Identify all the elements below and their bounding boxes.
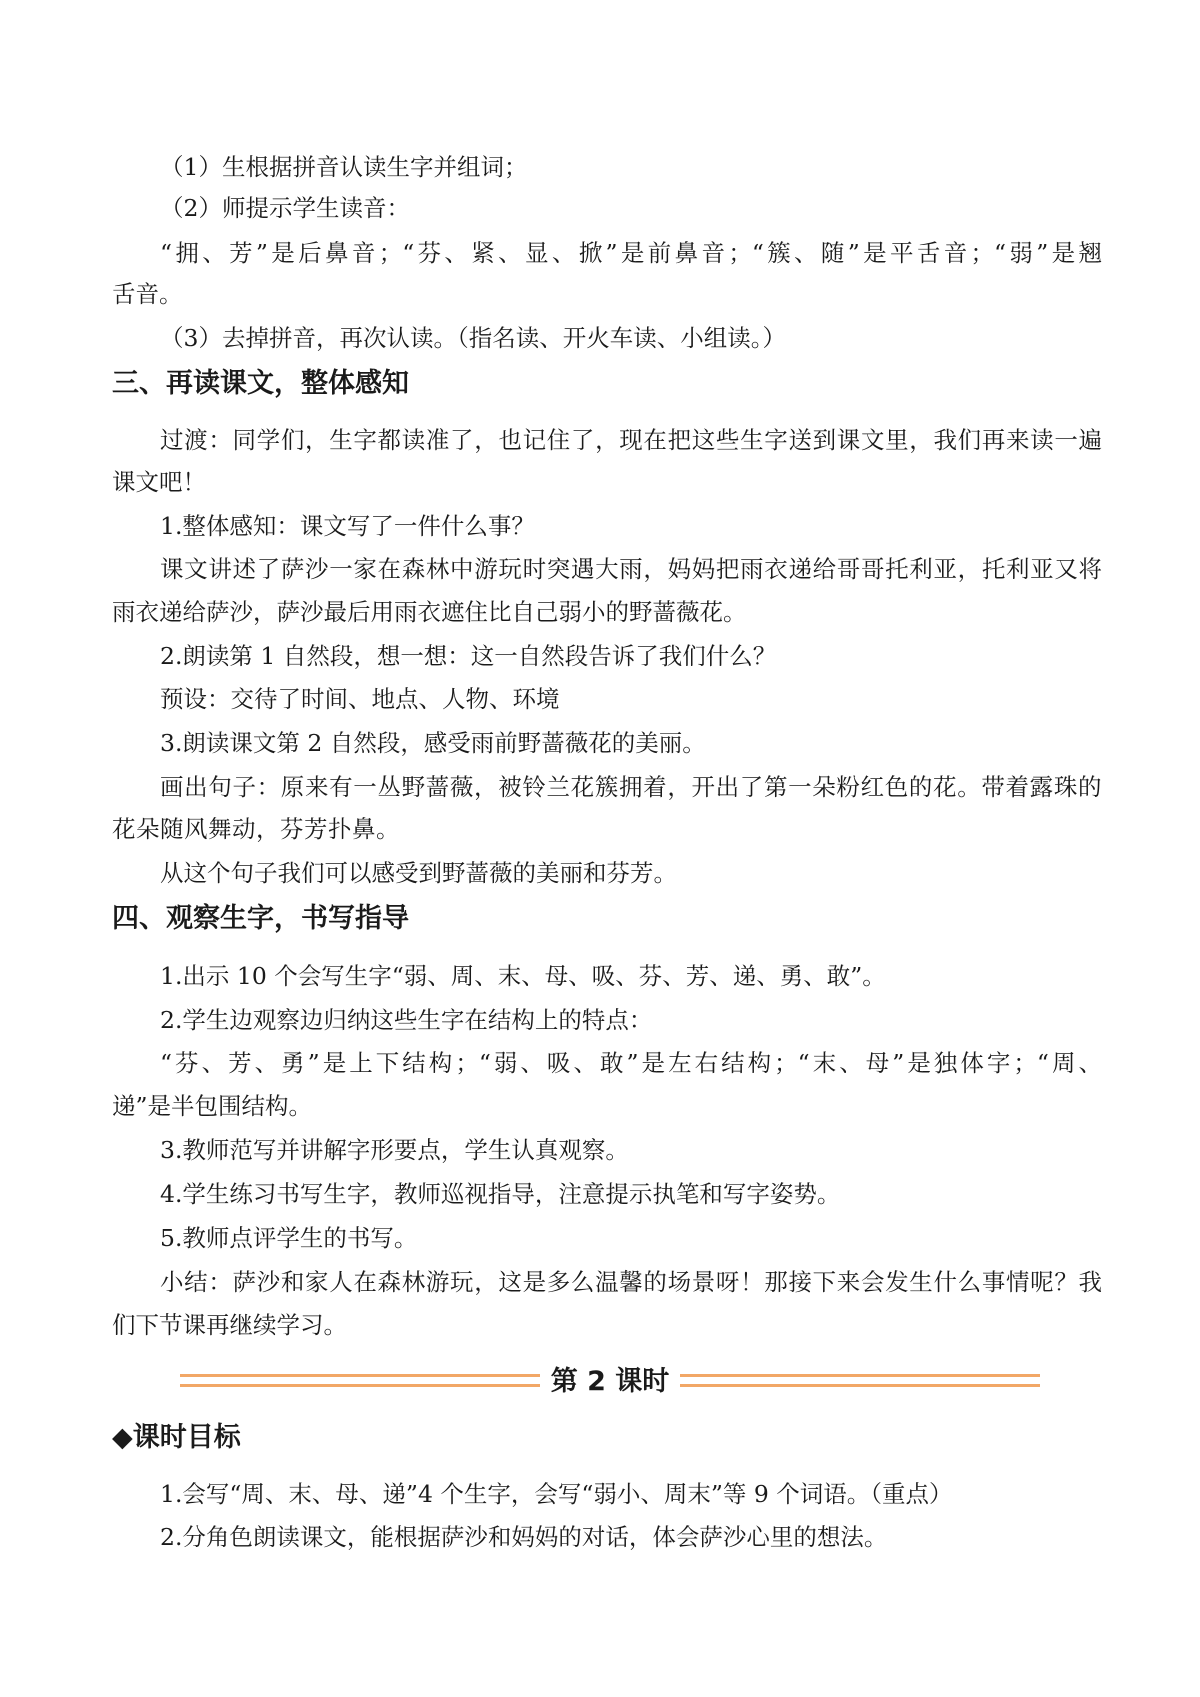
paragraph-line: （3）去掉拼音，再次认读。（指名读、开火车读、小组读。） xyxy=(160,324,786,352)
paragraph-line: 3.教师范写并讲解字形要点，学生认真观察。 xyxy=(160,1136,629,1164)
paragraph-line: 3.朗读课文第 2 自然段，感受雨前野蔷薇花的美丽。 xyxy=(160,729,706,757)
paragraph-line: 1.整体感知：课文写了一件什么事？ xyxy=(160,512,535,540)
paragraph-line: 课文吧！ xyxy=(112,468,206,496)
section-heading-3: 三、再读课文，整体感知 xyxy=(112,368,409,399)
paragraph-line: 递”是半包围结构。 xyxy=(112,1092,313,1120)
paragraph-line: 小结：萨沙和家人在森林游玩，这是多么温馨的场景呀！那接下来会发生什么事情呢？我 xyxy=(160,1268,1102,1296)
paragraph-line: 2.朗读第 1 自然段，想一想：这一自然段告诉了我们什么？ xyxy=(160,642,777,670)
lesson-title: 第 2 课时 xyxy=(550,1366,670,1397)
paragraph-line: 雨衣递给萨沙，萨沙最后用雨衣遮住比自己弱小的野蔷薇花。 xyxy=(112,598,747,626)
paragraph-line: 1.出示 10 个会写生字“弱、周、末、母、吸、芬、芳、递、勇、敢”。 xyxy=(160,962,886,990)
paragraph-line: 2.学生边观察边归纳这些生字在结构上的特点： xyxy=(160,1006,653,1034)
paragraph-line: 预设：交待了时间、地点、人物、环境 xyxy=(160,685,560,713)
paragraph-line: 课文讲述了萨沙一家在森林中游玩时突遇大雨，妈妈把雨衣递给哥哥托利亚，托利亚又将 xyxy=(160,555,1102,583)
paragraph-line: （2）师提示学生读音： xyxy=(160,194,410,222)
paragraph-line: “芬、芳、勇”是上下结构；“弱、吸、敢”是左右结构；“末、母”是独体字；“周、 xyxy=(160,1049,1102,1077)
quoted-sentence-line: 画出句子：原来有一丛野蔷薇，被铃兰花簇拥着，开出了第一朵粉红色的花。带着露珠的 xyxy=(160,773,1102,801)
quoted-sentence-line: 花朵随风舞动，芬芳扑鼻。 xyxy=(112,815,400,843)
paragraph-line: 们下节课再继续学习。 xyxy=(112,1311,347,1339)
objective-item: 2.分角色朗读课文，能根据萨沙和妈妈的对话，体会萨沙心里的想法。 xyxy=(160,1523,888,1551)
paragraph-line: 5.教师点评学生的书写。 xyxy=(160,1224,418,1252)
paragraph-line: 4.学生练习书写生字，教师巡视指导，注意提示执笔和写字姿势。 xyxy=(160,1180,841,1208)
paragraph-line: 从这个句子我们可以感受到野蔷薇的美丽和芬芳。 xyxy=(160,859,677,887)
lesson-divider xyxy=(180,1362,1040,1402)
paragraph-line: （1）生根据拼音认读生字并组词； xyxy=(160,153,528,181)
paragraph-line: “拥、芳”是后鼻音；“芬、紧、显、掀”是前鼻音；“簇、随”是平舌音；“弱”是翘 xyxy=(160,239,1102,267)
divider-rule-left xyxy=(180,1374,540,1390)
paragraph-line: 舌音。 xyxy=(112,280,183,308)
section-heading-4: 四、观察生字，书写指导 xyxy=(112,903,409,934)
paragraph-line: 过渡：同学们，生字都读准了，也记住了，现在把这些生字送到课文里，我们再来读一遍 xyxy=(160,426,1102,454)
divider-rule-right xyxy=(680,1374,1040,1390)
objective-item: 1.会写“周、末、母、递”4 个生字，会写“弱小、周末”等 9 个词语。（重点） xyxy=(160,1480,953,1508)
objectives-heading: ◆课时目标 xyxy=(112,1422,241,1453)
